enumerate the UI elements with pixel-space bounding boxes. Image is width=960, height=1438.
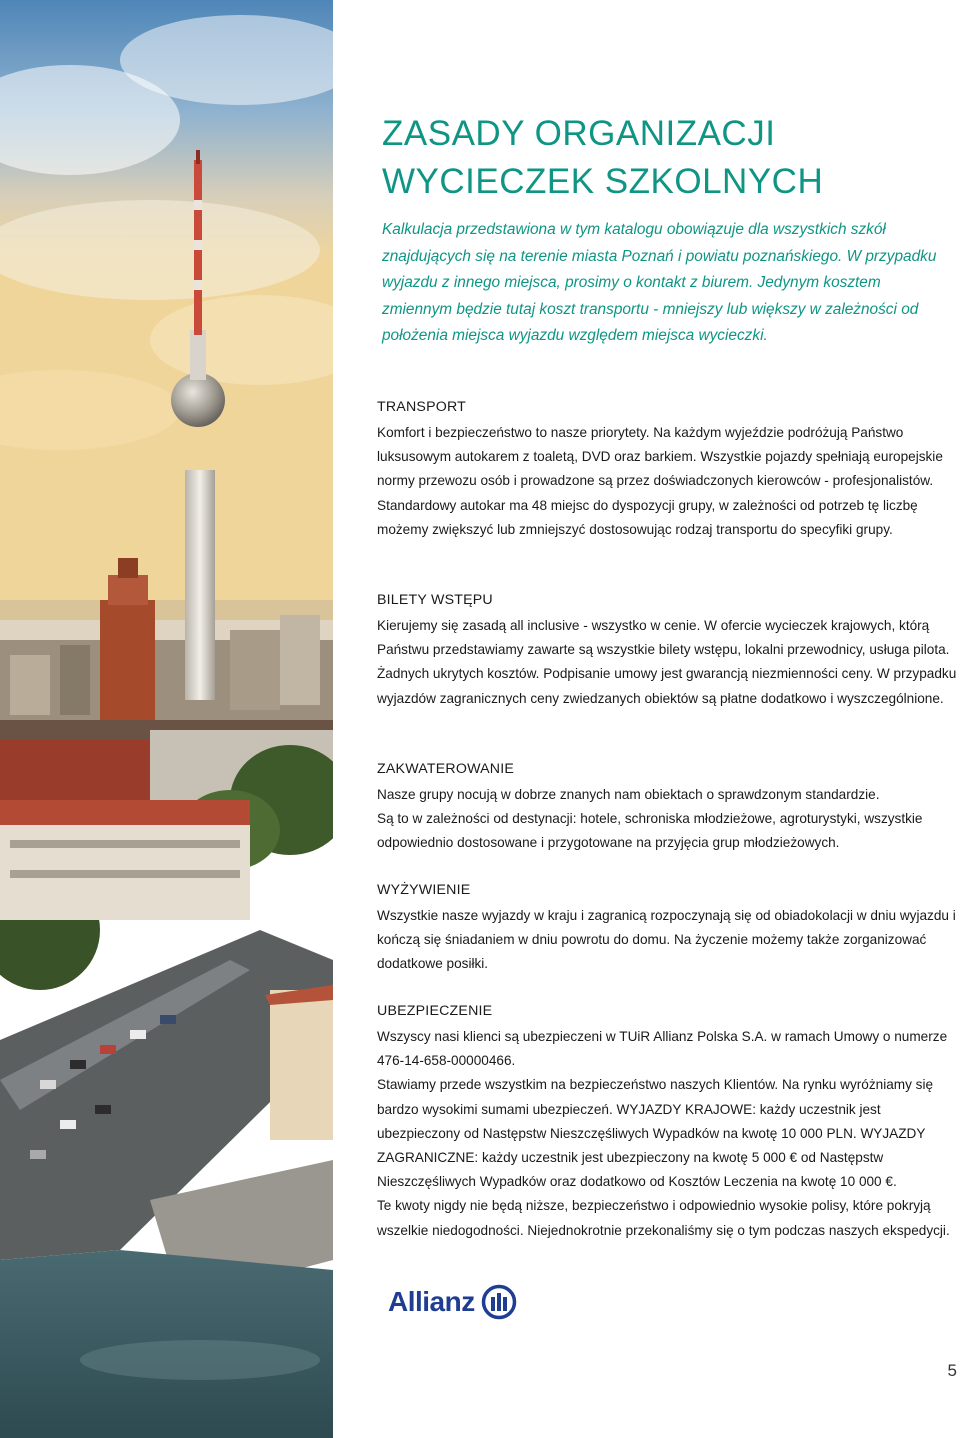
allianz-logo-text: Allianz	[388, 1286, 475, 1317]
berlin-tv-tower-photo	[0, 0, 333, 1438]
section-text-tickets: Kierujemy się zasadą all inclusive - wszystko w cenie. W ofercie wycieczek krajowych, którą Państwu przedstawiamy zawarte są wszystkie bilety wstępu, lokalni przewodnicy, usługa pilota. Żadnych ukrytych kosztów. Podpisanie umowy jest gwarancją niezmienności ceny. W przypadku wyjazdów zagranicznych ceny zwiedzanych obiektów są płatne dodatkowo i wyszczególnione.	[377, 618, 957, 706]
title-line-1: ZASADY ORGANIZACJI	[382, 114, 776, 153]
section-text-transport: Komfort i bezpieczeństwo to nasze priorytety. Na każdym wyjeździe podróżują Państwo luksusowym autokarem z toaletą, DVD oraz barkiem. Wszystkie pojazdy spełniają europejskie normy przewozu osób i prowadzone są przez doświadczonych kierowców - profesjonalistów. Standardowy autokar ma 48 miejsc do dyspozycji grupy, w zależności od potrzeb tę liczbę możemy zwiększyć lub zmniejszyć dostosowując rodzaj transportu do specyfiki grupy.	[377, 425, 943, 537]
section-meals	[377, 880, 959, 977]
section-insurance	[377, 1001, 959, 1243]
section-heading-tickets: BILETY WSTĘPU	[377, 592, 493, 608]
section-text-insurance-3: Te kwoty nigdy nie będą niższe, bezpieczeństwo i odpowiednio wysokie polisy, które pokryją wszelkie niedogodności. Niejednokrotnie przekonaliśmy się o tym podczas naszych ekspedycji.	[377, 1198, 950, 1238]
section-accommodation	[377, 759, 959, 856]
section-text-accommodation-1: Nasze grupy nocują w dobrze znanych nam obiektach o sprawdzonym standardzie.	[377, 787, 880, 802]
section-transport	[377, 397, 959, 542]
section-heading-accommodation: ZAKWATEROWANIE	[377, 761, 515, 777]
page-title	[382, 110, 942, 206]
section-heading-insurance: UBEZPIECZENIE	[377, 1003, 493, 1019]
allianz-emblem-icon	[481, 1284, 517, 1320]
section-text-meals: Wszystkie nasze wyjazdy w kraju i zagranicą rozpoczynają się od obiadokolacji w dniu wyjazdu i kończą się śniadaniem w dniu powrotu do domu. Na życzenie możemy także zorganizować dodatkowe posiłki.	[377, 908, 956, 972]
section-text-insurance-1: Wszyscy nasi klienci są ubezpieczeni w TUiR Allianz Polska S.A. w ramach Umowy o numerze 476-14-658-00000466.	[377, 1029, 948, 1069]
page-number: 5	[947, 1361, 957, 1380]
section-tickets	[377, 590, 959, 711]
section-heading-meals: WYŻYWIENIE	[377, 882, 471, 898]
allianz-logo	[388, 1284, 517, 1320]
title-line-2: WYCIECZEK SZKOLNYCH	[382, 162, 824, 201]
intro-paragraph: Kalkulacja przedstawiona w tym katalogu obowiązuje dla wszystkich szkół znajdujących się na terenie miasta Poznań i powiatu poznańskiego. W przypadku wyjazdu z innego miejsca, prosimy o kontakt z biurem. Jedynym kosztem zmiennym będzie tutaj koszt transportu - mniejszy lub większy w zależności od położenia miejsca wyjazdu względem miejsca wycieczki.	[382, 221, 937, 344]
section-text-accommodation-2: Są to w zależności od destynacji: hotele, schroniska młodzieżowe, agroturystyki, wszystkie odpowiednio dostosowane i przygotowane na przyjęcia grup młodzieżowych.	[377, 811, 923, 851]
section-heading-transport: TRANSPORT	[377, 399, 467, 415]
section-text-insurance-2: Stawiamy przede wszystkim na bezpieczeństwo naszych Klientów. Na rynku wyróżniamy się bardzo wysokimi sumami ubezpieczeń. WYJAZDY KRAJOWE: każdy uczestnik jest ubezpieczony od Następstw Nieszczęśliwych Wypadków na kwotę 10 000 PLN. WYJAZDY ZAGRANICZNE: każdy uczestnik jest ubezpieczony na kwotę 5 000 € od Następstw Nieszczęśliwych Wypadków oraz dodatkowo od Kosztów Leczenia na kwotę 10 000 €.	[377, 1077, 934, 1190]
